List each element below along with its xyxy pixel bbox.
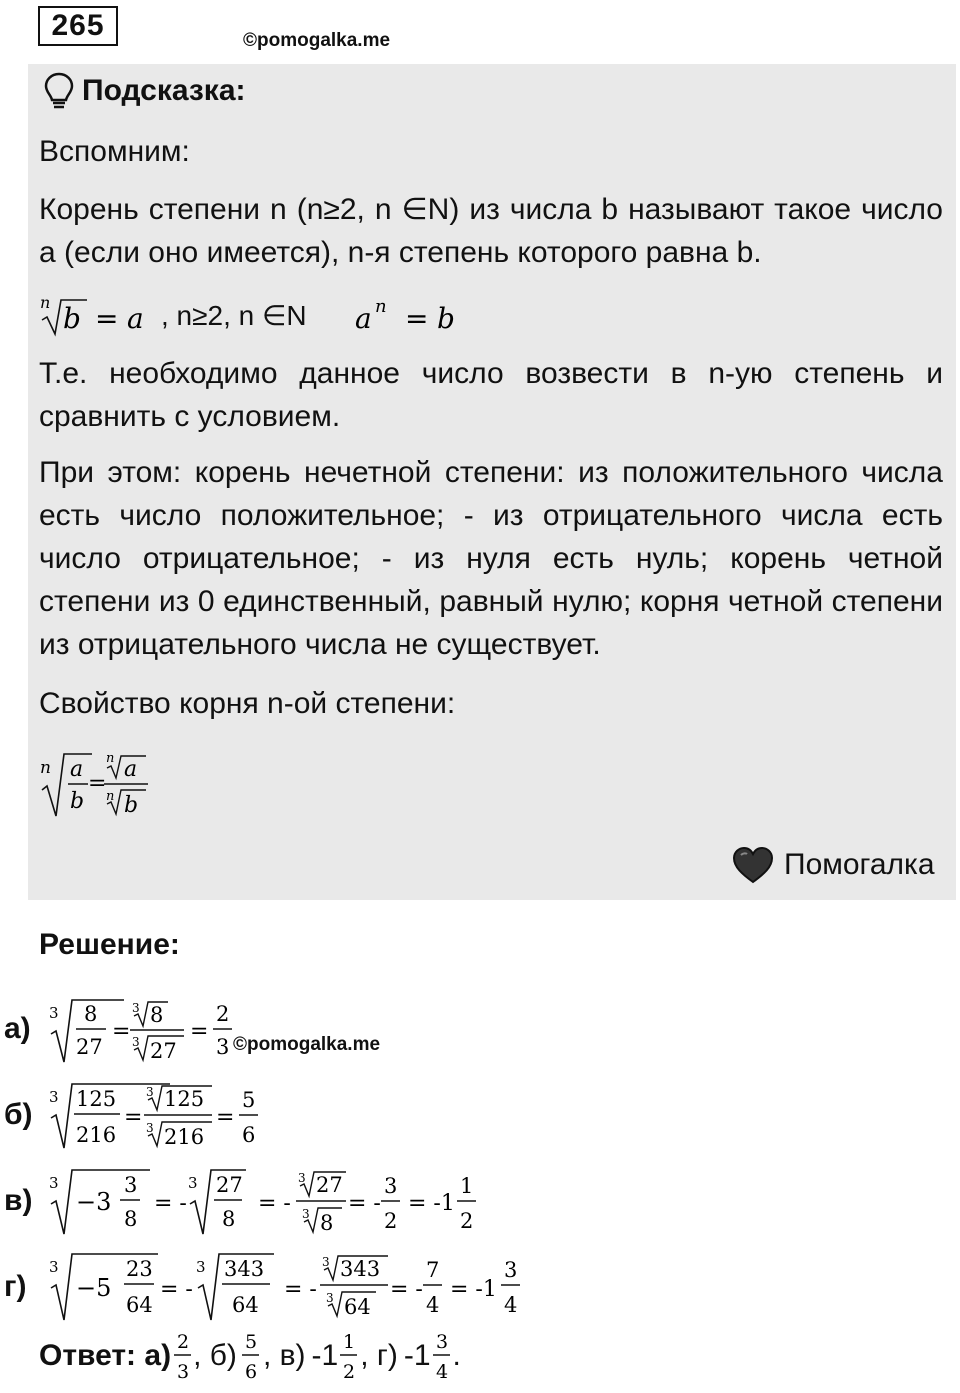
answer-end: . (452, 1339, 461, 1372)
definition-formula (39, 290, 481, 340)
answer-v-whole: -1 (311, 1339, 339, 1372)
heart-icon (732, 846, 774, 884)
svg-text:3: 3 (298, 1171, 306, 1185)
answer-g-label: г) (376, 1339, 398, 1372)
svg-text:4: 4 (435, 1361, 448, 1383)
problem-number: 265 (38, 6, 118, 46)
answer-a-fraction (171, 1326, 193, 1386)
nth-root-formula (39, 290, 159, 340)
svg-text:2: 2 (460, 1209, 474, 1233)
svg-text:6: 6 (244, 1361, 258, 1383)
svg-text:= -: = - (160, 1277, 193, 1302)
formula-condition: , n≥2, n ∈N (161, 299, 307, 331)
svg-text:=: = (124, 1105, 143, 1130)
svg-text:6: 6 (242, 1123, 256, 1147)
svg-text:n: n (40, 758, 51, 778)
svg-text:1: 1 (343, 1331, 356, 1353)
svg-text:23: 23 (126, 1257, 153, 1281)
svg-text:n: n (106, 789, 115, 804)
svg-text:3: 3 (196, 1258, 206, 1276)
svg-text:3: 3 (216, 1035, 230, 1059)
svg-text:125: 125 (76, 1087, 117, 1111)
label-a: а) (4, 1012, 31, 1045)
hint-property: Свойство корня n-ой степени: (39, 687, 456, 720)
svg-text:b: b (63, 302, 81, 335)
watermark: ©pomogalka.me (243, 30, 391, 51)
svg-text:=: = (404, 302, 429, 335)
svg-text:= -: = - (390, 1277, 423, 1302)
svg-text:1: 1 (460, 1174, 474, 1198)
svg-text:2: 2 (177, 1331, 190, 1353)
svg-text:3: 3 (435, 1331, 448, 1353)
svg-text:b: b (70, 789, 85, 814)
svg-text:3: 3 (146, 1085, 154, 1099)
hint-method: Т.е. необходимо данное число возвести в n-ую степень и сравнить с условием. (39, 357, 943, 433)
answer-prefix: Ответ: (39, 1339, 145, 1372)
root-quotient-formula (38, 748, 158, 820)
answer-line (39, 1326, 461, 1386)
answer-g-whole: -1 (403, 1339, 431, 1372)
hint-rule: При этом: корень нечетной степени: из положительного числа есть число положительное; - из отрицательного числа есть число отрицательное; - из нуля есть нуль; корень четной степени из 0 единственный, равный нулю; корня четной степени из отрицательного числа не существует. (39, 456, 943, 661)
svg-text:a: a (354, 302, 372, 335)
svg-text:3: 3 (49, 1258, 59, 1276)
svg-text:b: b (436, 302, 455, 335)
label-b: б) (4, 1098, 33, 1131)
svg-text:=: = (95, 302, 119, 335)
solution-b (46, 1080, 276, 1152)
hint-title (44, 72, 246, 110)
svg-text:b: b (124, 793, 139, 818)
svg-text:3: 3 (132, 1001, 140, 1015)
svg-text:−3: −3 (76, 1188, 112, 1216)
label-v: в) (4, 1184, 33, 1217)
svg-text:a: a (127, 302, 144, 335)
svg-text:=: = (88, 771, 107, 796)
svg-text:27: 27 (216, 1173, 243, 1197)
svg-text:n: n (40, 293, 51, 312)
solution-title: Решение: (39, 928, 180, 961)
svg-text:=: = (190, 1019, 209, 1044)
svg-text:8: 8 (124, 1207, 138, 1231)
brand-name: Помогалка (784, 848, 935, 881)
solution-v (46, 1166, 486, 1238)
svg-text:64: 64 (126, 1293, 153, 1317)
svg-text:3: 3 (132, 1035, 140, 1049)
svg-text:3: 3 (302, 1207, 310, 1221)
lightbulb-icon (44, 72, 74, 110)
svg-text:= -: = - (258, 1191, 291, 1216)
svg-text:a: a (124, 757, 138, 782)
svg-text:= -1: = -1 (408, 1191, 455, 1216)
label-g: г) (4, 1270, 27, 1303)
svg-text:27: 27 (76, 1035, 103, 1059)
answer-sep-3: , (360, 1339, 377, 1372)
brand (732, 846, 935, 884)
svg-text:= -: = - (284, 1277, 317, 1302)
answer-a-label: а) (144, 1339, 172, 1372)
svg-text:−5: −5 (76, 1274, 112, 1302)
hint-recall: Вспомним: (39, 135, 190, 168)
svg-text:5: 5 (244, 1331, 258, 1353)
svg-text:216: 216 (164, 1125, 205, 1149)
answer-g-fraction (431, 1326, 453, 1386)
svg-text:4: 4 (426, 1293, 440, 1317)
svg-text:2: 2 (384, 1209, 398, 1233)
svg-text:8: 8 (84, 1002, 98, 1026)
svg-text:2: 2 (216, 1002, 230, 1026)
svg-text:64: 64 (344, 1295, 371, 1319)
svg-text:= -1: = -1 (450, 1277, 497, 1302)
svg-text:343: 343 (224, 1257, 265, 1281)
svg-text:343: 343 (340, 1257, 381, 1281)
answer-b-fraction (237, 1326, 263, 1386)
watermark-solution: ©pomogalka.me (233, 1034, 381, 1055)
svg-text:3: 3 (504, 1258, 518, 1282)
svg-text:= -: = - (154, 1191, 187, 1216)
svg-text:a: a (70, 757, 84, 782)
hint-title-text: Подсказка: (82, 74, 246, 107)
svg-text:64: 64 (232, 1293, 259, 1317)
svg-text:n: n (374, 296, 387, 317)
answer-sep-2: , (262, 1339, 280, 1372)
svg-text:= -: = - (348, 1191, 381, 1216)
answer-b-label: б) (209, 1339, 237, 1372)
svg-text:3: 3 (49, 1174, 59, 1192)
svg-text:3: 3 (384, 1174, 398, 1198)
answer-v-fraction (338, 1326, 360, 1386)
svg-text:216: 216 (76, 1123, 117, 1147)
svg-text:=: = (216, 1105, 235, 1130)
svg-text:27: 27 (316, 1173, 343, 1197)
svg-text:3: 3 (146, 1121, 154, 1135)
answer-sep-1: , (193, 1339, 210, 1372)
svg-text:3: 3 (49, 1088, 59, 1106)
svg-text:3: 3 (177, 1361, 190, 1383)
hint-definition: Корень степени n (n≥2, n ∈N) из числа b называют такое число a (если оно имеется), n-я степень которого равна b. (39, 193, 943, 269)
svg-text:8: 8 (222, 1207, 236, 1231)
svg-text:8: 8 (320, 1211, 334, 1235)
svg-text:4: 4 (504, 1293, 518, 1317)
svg-text:=: = (112, 1019, 131, 1044)
svg-text:3: 3 (188, 1174, 198, 1192)
svg-text:8: 8 (150, 1003, 164, 1027)
svg-text:3: 3 (49, 1004, 59, 1022)
svg-text:3: 3 (322, 1255, 330, 1269)
power-formula (351, 290, 481, 340)
svg-text:7: 7 (426, 1258, 440, 1282)
svg-text:n: n (106, 751, 115, 766)
svg-text:27: 27 (150, 1039, 177, 1063)
answer-v-label: в) (279, 1339, 306, 1372)
solution-g (46, 1250, 526, 1324)
svg-text:3: 3 (326, 1291, 334, 1305)
svg-text:2: 2 (343, 1361, 356, 1383)
svg-text:3: 3 (124, 1173, 138, 1197)
svg-text:125: 125 (164, 1087, 205, 1111)
svg-text:5: 5 (242, 1088, 256, 1112)
